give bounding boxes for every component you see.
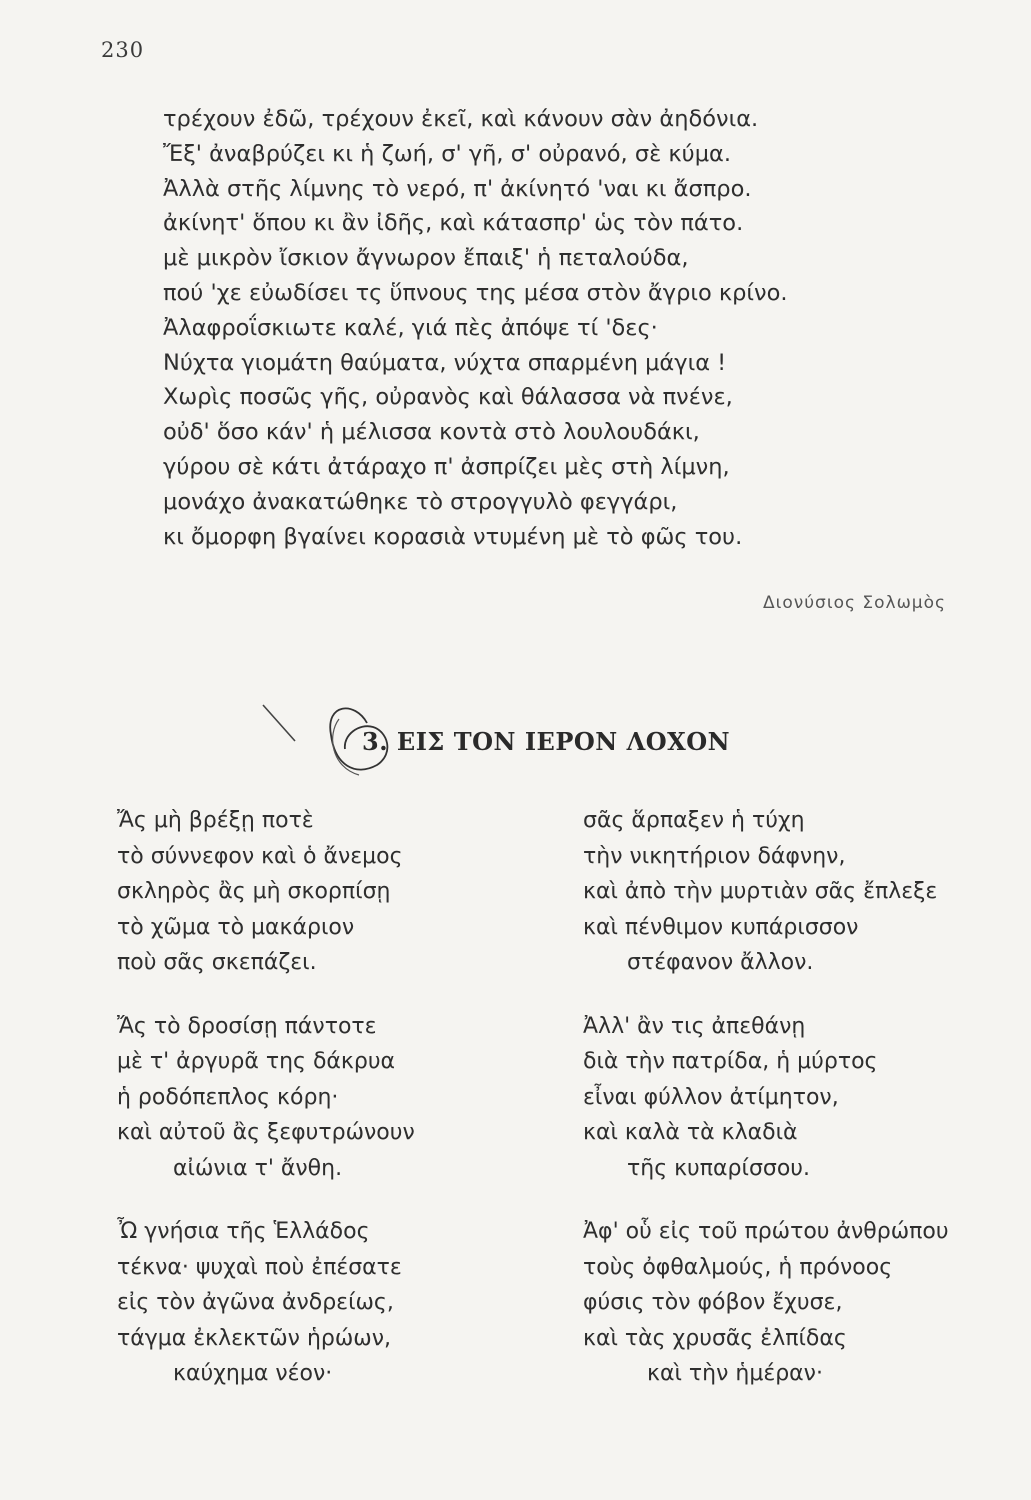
poem-line: ποὺ σᾶς σκεπάζει.: [117, 950, 317, 975]
poem-line: Ἄς μὴ βρέξῃ ποτὲ: [117, 808, 314, 833]
poem-line: καύχημα νέον·: [173, 1361, 333, 1386]
poem-line: Ἀφ' οὗ εἰς τοῦ πρώτου ἀνθρώπου: [583, 1219, 949, 1244]
poem-line: σᾶς ἅρπαξεν ἡ τύχη: [583, 808, 805, 833]
poem-line: Ἔξ' ἀναβρύζει κι ἡ ζωή, σ' γῆ, σ' οὐρανό, σὲ κύμα.: [163, 140, 732, 167]
stanza: [117, 1214, 415, 1392]
poem-line: καὶ πένθιμον κυπάρισσον: [583, 914, 859, 940]
poem-author: Διονύσιος Σολωμὸς: [762, 593, 946, 613]
poem-line: τρέχουν ἐδῶ, τρέχουν ἐκεῖ, καὶ κάνουν σὰν ἀηδόνια.: [163, 106, 759, 132]
poem-line: οὐδ' ὅσο κάν' ἡ μέλισσα κοντὰ στὸ λουλουδάκι,: [163, 419, 700, 446]
poem-excerpt: [163, 102, 923, 554]
poem-line: διὰ τὴν πατρίδα, ἡ μύρτος: [583, 1049, 878, 1074]
poem-line: φύσις τὸν φόβον ἔχυσε,: [583, 1290, 843, 1315]
poem-line: καὶ τὴν ἡμέραν·: [647, 1361, 823, 1386]
poem-line: τὴν νικητήριον δάφνην,: [583, 843, 846, 869]
poem-line: μὲ μικρὸν ἴσκιον ἄγνωρον ἔπαιξ' ἡ πεταλούδα,: [163, 245, 689, 272]
poem-line: τῆς κυπαρίσσου.: [627, 1155, 811, 1181]
poem-line: εἰς τὸν ἀγῶνα ἀνδρείως,: [117, 1290, 394, 1315]
poem-line: στέφανον ἄλλον.: [627, 950, 814, 975]
poem-line: Ἄς τὸ δροσίσῃ πάντοτε: [117, 1013, 377, 1039]
poem-line: καὶ αὐτοῦ ἂς ξεφυτρώνουν: [117, 1120, 415, 1145]
poem-line: πού 'χε εὐωδίσει τς ὕπνους της μέσα στὸν ἄγριο κρίνο.: [163, 279, 788, 306]
poem-line: εἶναι φύλλον ἀτίμητον,: [583, 1084, 839, 1110]
poem-line: Ἀλλὰ στῆς λίμνης τὸ νερό, π' ἀκίνητό 'ναι κι ἄσπρο.: [163, 175, 752, 202]
poem-line: ἡ ροδόπεπλος κόρη·: [117, 1084, 339, 1110]
poem-left-column: [117, 803, 415, 1420]
stanza: [117, 803, 415, 981]
stanza: [583, 1214, 949, 1392]
poem-right-column: [583, 803, 949, 1420]
poem-line: Ἀλλ' ἂν τις ἀπεθάνῃ: [583, 1013, 806, 1039]
poem-line: καὶ καλὰ τὰ κλαδιὰ: [583, 1120, 798, 1145]
poem-line: τὸ σύννεφον καὶ ὁ ἄνεμος: [117, 843, 403, 869]
poem-line: τέκνα· ψυχαὶ ποὺ ἐπέσατε: [117, 1254, 402, 1280]
poem-line: ἀκίνητ' ὅπου κι ἂν ἰδῆς, καὶ κάτασπρ' ὡς τὸν πάτο.: [163, 210, 744, 237]
poem-line: γύρου σὲ κάτι ἀτάραχο π' ἀσπρίζει μὲς στὴ λίμνη,: [163, 453, 730, 480]
poem-line: καὶ τὰς χρυσᾶς ἐλπίδας: [583, 1325, 847, 1351]
section-heading: 3. ΕΙΣ ΤΟΝ ΙΕΡΟΝ ΛΟΧΟΝ: [362, 727, 731, 756]
poem-line: τοὺς ὀφθαλμούς, ἡ πρόνοος: [583, 1254, 893, 1280]
poem-line: καὶ ἀπὸ τὴν μυρτιὰν σᾶς ἔπλεξε: [583, 879, 938, 904]
poem-line: Ὦ γνήσια τῆς Ἑλλάδος: [117, 1219, 370, 1244]
poem-line: τάγμα ἐκλεκτῶν ἡρώων,: [117, 1325, 391, 1351]
poem-line: Ἀλαφροΐσκιωτε καλέ, γιά πὲς ἀπόψε τί 'δες·: [163, 314, 658, 341]
poem-line: σκληρὸς ἂς μὴ σκορπίσῃ: [117, 879, 391, 904]
page-number: 230: [101, 38, 145, 62]
stanza: [583, 803, 949, 981]
poem-line: Χωρὶς ποσῶς γῆς, οὐρανὸς καὶ θάλασσα νὰ πνένε,: [163, 384, 733, 411]
poem-line: αἰώνια τ' ἄνθη.: [173, 1155, 343, 1181]
poem-line: μὲ τ' ἀργυρᾶ της δάκρυα: [117, 1049, 396, 1074]
poem-line: μονάχο ἀνακατώθηκε τὸ στρογγυλὸ φεγγάρι,: [163, 488, 678, 515]
poem-line: τὸ χῶμα τὸ μακάριον: [117, 914, 355, 940]
poem-line: Νύχτα γιομάτη θαύματα, νύχτα σπαρμένη μάγια !: [163, 349, 727, 376]
poem-line: κι ὄμορφη βγαίνει κορασιὰ ντυμένη μὲ τὸ φῶς του.: [163, 523, 743, 550]
stanza: [583, 1009, 949, 1187]
stanza: [117, 1009, 415, 1187]
